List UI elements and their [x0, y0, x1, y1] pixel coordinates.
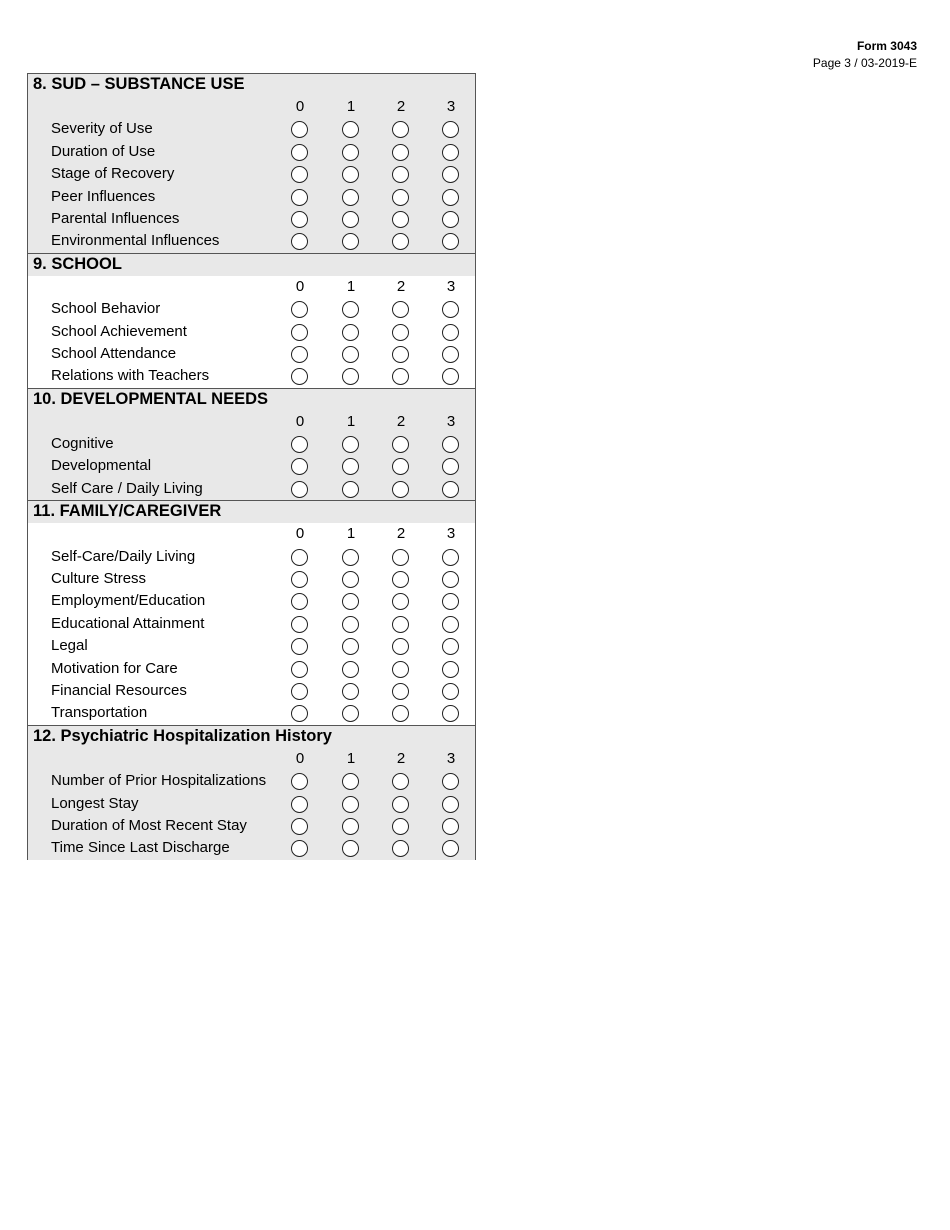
radio-severity-of-use-1[interactable]	[342, 121, 359, 138]
scale-header-row	[28, 96, 475, 118]
item-label: Time Since Last Discharge	[51, 839, 230, 857]
scale-label-3: 3	[446, 749, 456, 767]
radio-duration-of-use-3[interactable]	[442, 144, 459, 161]
section-title: 9. SCHOOL	[28, 254, 475, 276]
radio-school-behavior-3[interactable]	[442, 301, 459, 318]
scale-label-2: 2	[396, 277, 406, 295]
scale-label-1: 1	[346, 98, 356, 115]
item-label: Severity of Use	[51, 120, 153, 138]
radio-duration-of-use-0[interactable]	[291, 144, 308, 161]
radio-educational-attainment-2[interactable]	[392, 616, 409, 633]
radio-duration-of-use-1[interactable]	[342, 144, 359, 161]
radio-financial-resources-3[interactable]	[442, 683, 459, 700]
scale-label-2: 2	[396, 98, 406, 115]
item-label: Longest Stay	[51, 794, 139, 812]
section-10	[27, 388, 476, 501]
radio-duration-of-most-recent-stay-1[interactable]	[342, 818, 359, 835]
radio-relations-with-teachers-2[interactable]	[392, 368, 409, 385]
item-row-financial-resources	[28, 680, 475, 702]
radio-longest-stay-3[interactable]	[442, 796, 459, 813]
item-row-severity-of-use	[28, 118, 475, 140]
radio-culture-stress-1[interactable]	[342, 571, 359, 588]
item-label: Number of Prior Hospitalizations	[51, 772, 267, 790]
radio-relations-with-teachers-0[interactable]	[291, 368, 308, 385]
radio-time-since-last-discharge-0[interactable]	[291, 840, 308, 857]
radio-parental-influences-1[interactable]	[342, 211, 359, 228]
radio-transportation-1[interactable]	[342, 705, 359, 722]
scale-label-3: 3	[446, 412, 456, 430]
item-label: Culture Stress	[51, 570, 147, 588]
radio-school-achievement-2[interactable]	[392, 324, 409, 341]
radio-parental-influences-3[interactable]	[442, 211, 459, 228]
item-row-duration-of-use	[28, 141, 475, 163]
scale-label-1: 1	[346, 277, 356, 295]
radio-parental-influences-2[interactable]	[392, 211, 409, 228]
item-row-school-behavior	[28, 298, 475, 320]
item-label: Parental Influences	[51, 209, 180, 227]
scale-header-row	[28, 748, 475, 770]
scale-label-2: 2	[396, 525, 406, 543]
radio-self-care-daily-living-0[interactable]	[291, 481, 308, 498]
item-label: Cognitive	[51, 435, 114, 453]
radio-employment-education-2[interactable]	[392, 593, 409, 610]
radio-legal-0[interactable]	[291, 638, 308, 655]
radio-peer-influences-3[interactable]	[442, 189, 459, 206]
section-9	[27, 253, 476, 388]
item-row-school-achievement	[28, 321, 475, 343]
radio-duration-of-use-2[interactable]	[392, 144, 409, 161]
radio-legal-3[interactable]	[442, 638, 459, 655]
radio-financial-resources-1[interactable]	[342, 683, 359, 700]
radio-environmental-influences-0[interactable]	[291, 233, 308, 250]
item-label: Duration of Most Recent Stay	[51, 816, 247, 834]
section-title: 11. FAMILY/CAREGIVER	[28, 501, 475, 523]
section-title: 10. DEVELOPMENTAL NEEDS	[33, 389, 269, 408]
form-number: Form 3043	[856, 39, 917, 53]
scale-header-row	[28, 523, 475, 545]
item-label: Motivation for Care	[51, 659, 178, 677]
radio-motivation-for-care-3[interactable]	[442, 661, 459, 678]
radio-developmental-3[interactable]	[442, 458, 459, 475]
radio-duration-of-most-recent-stay-0[interactable]	[291, 818, 308, 835]
radio-peer-influences-0[interactable]	[291, 189, 308, 206]
item-row-stage-of-recovery	[28, 163, 475, 185]
radio-time-since-last-discharge-1[interactable]	[342, 840, 359, 857]
scale-label-0: 0	[295, 277, 305, 295]
item-label: Legal	[51, 637, 88, 655]
radio-number-of-prior-hospitalizations-2[interactable]	[392, 773, 409, 790]
item-row-legal	[28, 635, 475, 657]
item-label: Self Care / Daily Living	[51, 479, 203, 497]
radio-number-of-prior-hospitalizations-1[interactable]	[342, 773, 359, 790]
scale-label-0: 0	[295, 749, 305, 767]
item-label: School Attendance	[51, 344, 177, 362]
item-row-time-since-last-discharge	[28, 837, 475, 859]
scale-label-3: 3	[446, 525, 456, 543]
item-label: Duration of Use	[51, 142, 156, 160]
item-label: Peer Influences	[51, 187, 156, 205]
scale-label-2: 2	[396, 412, 406, 430]
radio-motivation-for-care-1[interactable]	[342, 661, 359, 678]
item-row-educational-attainment	[28, 613, 475, 635]
radio-school-behavior-2[interactable]	[392, 301, 409, 318]
item-label: School Achievement	[51, 322, 187, 340]
radio-school-attendance-0[interactable]	[291, 346, 308, 363]
item-row-number-of-prior-hospitalizations	[28, 770, 475, 792]
radio-self-care-daily-living-3[interactable]	[442, 481, 459, 498]
radio-employment-education-3[interactable]	[442, 593, 459, 610]
radio-motivation-for-care-2[interactable]	[392, 661, 409, 678]
radio-time-since-last-discharge-2[interactable]	[392, 840, 409, 857]
scale-label-3: 3	[446, 277, 456, 295]
radio-developmental-1[interactable]	[342, 458, 359, 475]
item-row-culture-stress	[28, 568, 475, 590]
radio-duration-of-most-recent-stay-2[interactable]	[392, 818, 409, 835]
item-row-motivation-for-care	[28, 658, 475, 680]
section-11	[27, 500, 476, 725]
section-title: 12. Psychiatric Hospitalization History	[33, 726, 332, 745]
radio-cognitive-2[interactable]	[392, 436, 409, 453]
scale-header-row	[28, 411, 475, 433]
section-12	[27, 725, 476, 860]
item-label: Developmental	[51, 457, 152, 475]
radio-culture-stress-3[interactable]	[442, 571, 459, 588]
item-row-peer-influences	[28, 186, 475, 208]
item-row-cognitive	[28, 433, 475, 455]
radio-parental-influences-0[interactable]	[291, 211, 308, 228]
section-title: 8. SUD – SUBSTANCE USE	[33, 75, 245, 93]
scale-label-0: 0	[295, 412, 305, 430]
radio-employment-education-0[interactable]	[291, 593, 308, 610]
radio-culture-stress-0[interactable]	[291, 571, 308, 588]
radio-stage-of-recovery-1[interactable]	[342, 166, 359, 183]
radio-self-care-daily-living-0[interactable]	[291, 549, 308, 566]
radio-transportation-2[interactable]	[392, 705, 409, 722]
radio-self-care-daily-living-2[interactable]	[392, 549, 409, 566]
scale-label-0: 0	[295, 525, 305, 543]
radio-self-care-daily-living-1[interactable]	[342, 549, 359, 566]
radio-self-care-daily-living-1[interactable]	[342, 481, 359, 498]
radio-school-attendance-3[interactable]	[442, 346, 459, 363]
radio-self-care-daily-living-2[interactable]	[392, 481, 409, 498]
radio-developmental-0[interactable]	[291, 458, 308, 475]
radio-severity-of-use-0[interactable]	[291, 121, 308, 138]
item-label: Environmental Influences	[51, 232, 220, 250]
radio-transportation-3[interactable]	[442, 705, 459, 722]
scale-label-2: 2	[396, 749, 406, 767]
item-row-parental-influences	[28, 208, 475, 230]
section-8	[27, 73, 476, 253]
radio-school-behavior-1[interactable]	[342, 301, 359, 318]
radio-school-attendance-1[interactable]	[342, 346, 359, 363]
item-label: School Behavior	[51, 300, 161, 318]
radio-number-of-prior-hospitalizations-3[interactable]	[442, 773, 459, 790]
radio-cognitive-3[interactable]	[442, 436, 459, 453]
radio-educational-attainment-0[interactable]	[291, 616, 308, 633]
item-label: Relations with Teachers	[51, 367, 210, 385]
radio-school-achievement-0[interactable]	[291, 324, 308, 341]
radio-severity-of-use-2[interactable]	[392, 121, 409, 138]
item-row-duration-of-most-recent-stay	[28, 815, 475, 837]
radio-peer-influences-1[interactable]	[342, 189, 359, 206]
radio-cognitive-1[interactable]	[342, 436, 359, 453]
radio-duration-of-most-recent-stay-3[interactable]	[442, 818, 459, 835]
radio-peer-influences-2[interactable]	[392, 189, 409, 206]
radio-culture-stress-2[interactable]	[392, 571, 409, 588]
radio-stage-of-recovery-2[interactable]	[392, 166, 409, 183]
radio-school-behavior-0[interactable]	[291, 301, 308, 318]
scale-label-3: 3	[446, 98, 456, 115]
radio-employment-education-1[interactable]	[342, 593, 359, 610]
radio-longest-stay-1[interactable]	[342, 796, 359, 813]
radio-number-of-prior-hospitalizations-0[interactable]	[291, 773, 308, 790]
radio-relations-with-teachers-1[interactable]	[342, 368, 359, 385]
radio-educational-attainment-3[interactable]	[442, 616, 459, 633]
scale-label-1: 1	[346, 525, 356, 543]
scale-label-1: 1	[346, 749, 356, 767]
radio-financial-resources-2[interactable]	[392, 683, 409, 700]
radio-severity-of-use-3[interactable]	[442, 121, 459, 138]
radio-environmental-influences-3[interactable]	[442, 233, 459, 250]
radio-educational-attainment-1[interactable]	[342, 616, 359, 633]
radio-school-achievement-1[interactable]	[342, 324, 359, 341]
item-row-school-attendance	[28, 343, 475, 365]
item-label: Educational Attainment	[51, 614, 205, 632]
radio-relations-with-teachers-3[interactable]	[442, 368, 459, 385]
radio-stage-of-recovery-0[interactable]	[291, 166, 308, 183]
radio-financial-resources-0[interactable]	[291, 683, 308, 700]
radio-cognitive-0[interactable]	[291, 436, 308, 453]
radio-transportation-0[interactable]	[291, 705, 308, 722]
item-label: Employment/Education	[51, 592, 206, 610]
scale-header-row	[28, 276, 475, 298]
radio-environmental-influences-1[interactable]	[342, 233, 359, 250]
radio-stage-of-recovery-3[interactable]	[442, 166, 459, 183]
item-row-transportation	[28, 702, 475, 724]
item-row-self-care-daily-living	[28, 478, 475, 500]
item-row-longest-stay	[28, 793, 475, 815]
radio-school-achievement-3[interactable]	[442, 324, 459, 341]
item-label: Stage of Recovery	[51, 165, 175, 183]
item-label: Self-Care/Daily Living	[51, 547, 196, 565]
radio-legal-2[interactable]	[392, 638, 409, 655]
radio-school-attendance-2[interactable]	[392, 346, 409, 363]
radio-environmental-influences-2[interactable]	[392, 233, 409, 250]
assessment-sections	[27, 73, 476, 860]
item-row-relations-with-teachers	[28, 365, 475, 387]
item-label: Financial Resources	[51, 681, 187, 699]
radio-legal-1[interactable]	[342, 638, 359, 655]
item-row-developmental	[28, 455, 475, 477]
form-header	[813, 38, 917, 72]
item-label: Transportation	[51, 704, 148, 722]
radio-developmental-2[interactable]	[392, 458, 409, 475]
page-info: Page 3 / 03-2019-E	[812, 56, 917, 70]
radio-longest-stay-0[interactable]	[291, 796, 308, 813]
radio-longest-stay-2[interactable]	[392, 796, 409, 813]
item-row-employment-education	[28, 590, 475, 612]
item-row-self-care-daily-living	[28, 546, 475, 568]
radio-self-care-daily-living-3[interactable]	[442, 549, 459, 566]
item-row-environmental-influences	[28, 230, 475, 252]
radio-time-since-last-discharge-3[interactable]	[442, 840, 459, 857]
radio-motivation-for-care-0[interactable]	[291, 661, 308, 678]
scale-label-0: 0	[295, 98, 305, 115]
scale-label-1: 1	[346, 412, 356, 430]
